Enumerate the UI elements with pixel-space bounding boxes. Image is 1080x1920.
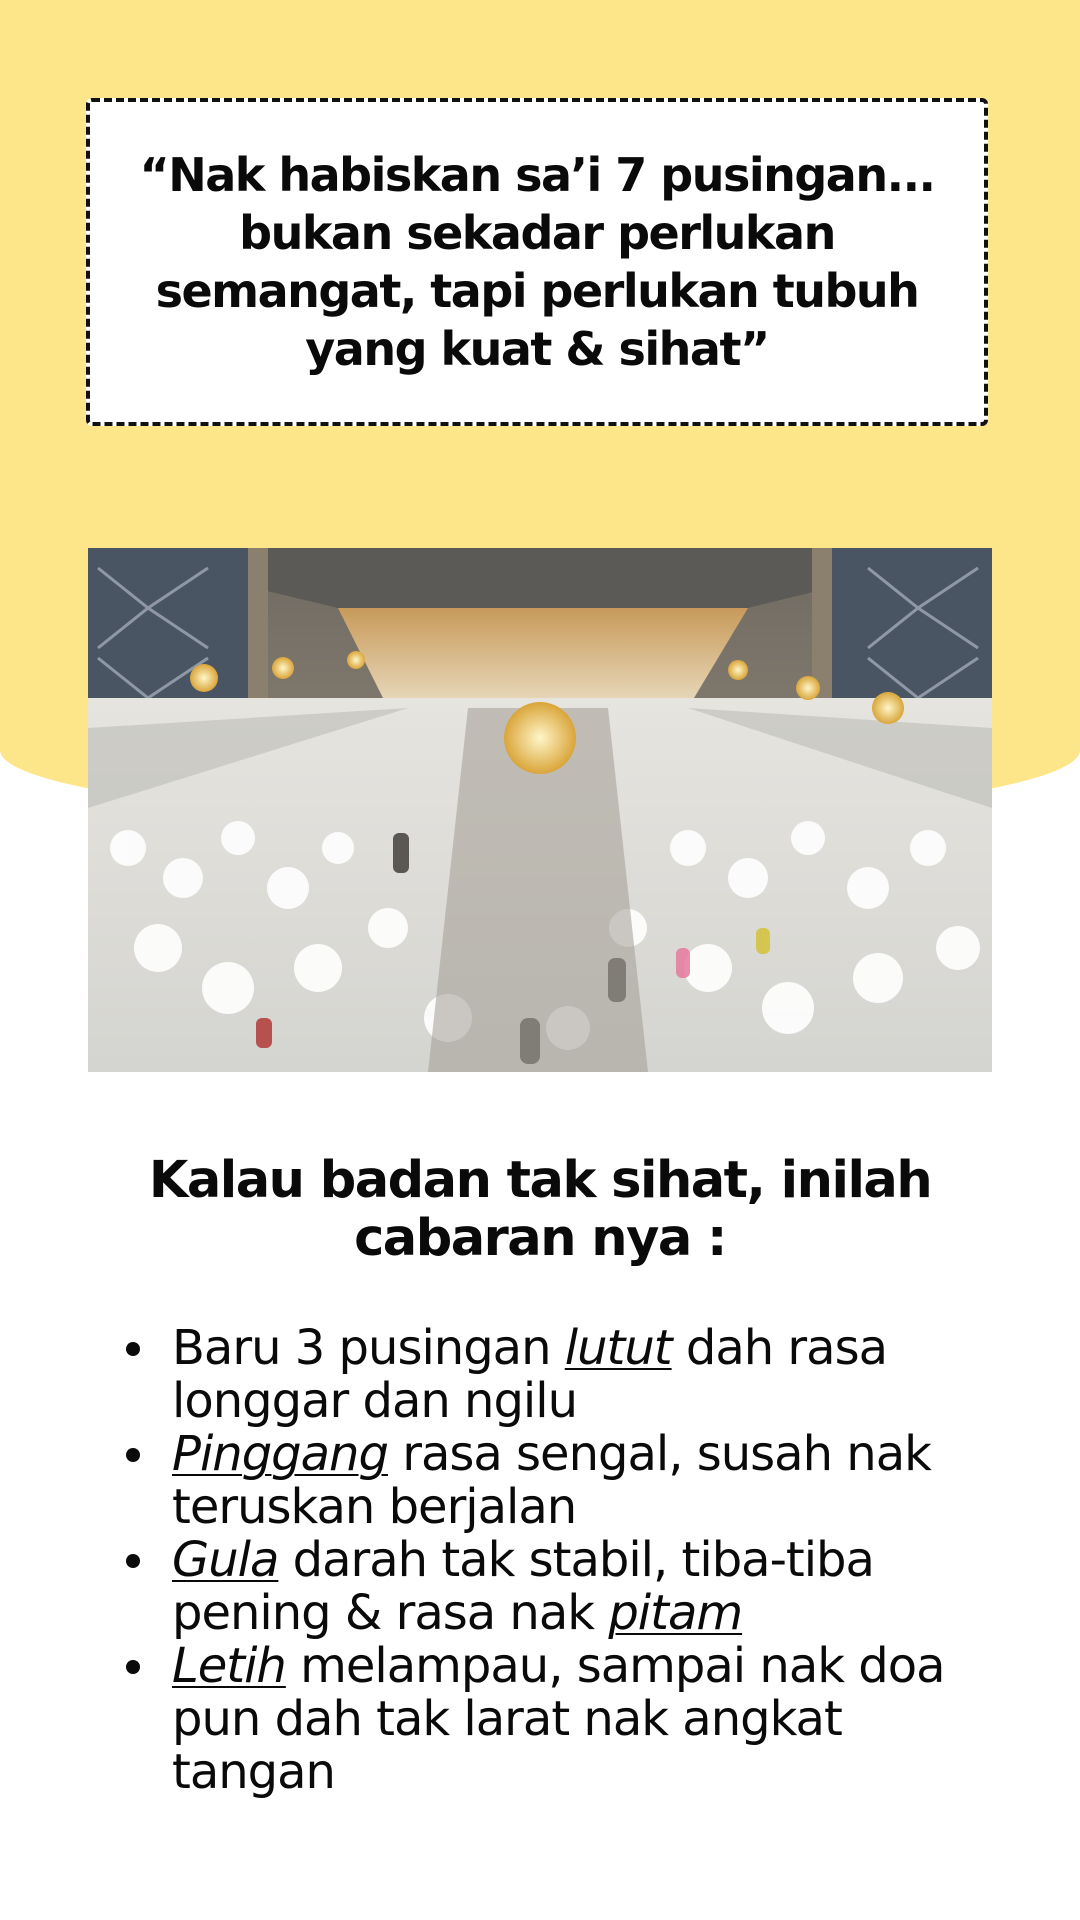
- challenge-item: Gula darah tak stabil, tiba-tiba pening & rasa nak pitam: [126, 1534, 1016, 1640]
- challenge-item: Letih melampau, sampai nak doa pun dah tak larat nak angkat tangan: [126, 1640, 1016, 1799]
- challenge-item: Pinggang rasa sengal, susah nak teruskan berjalan: [126, 1428, 1016, 1534]
- quote-box: [86, 98, 988, 426]
- challenges-heading: Kalau badan tak sihat, inilah cabaran nya :: [148, 1151, 932, 1268]
- bullet-icon: [126, 1554, 140, 1568]
- challenge-item: Baru 3 pusingan lutut dah rasa longgar dan ngilu: [126, 1322, 1016, 1428]
- challenge-list: [126, 1322, 1016, 1799]
- bullet-icon: [126, 1660, 140, 1674]
- quote-text: “Nak habiskan sa’i 7 pusingan... bukan sekadar perlukan semangat, tapi perlukan tubuh yang kuat & sihat”: [139, 148, 935, 376]
- pilgrims-sai-photo: [88, 548, 992, 1072]
- bullet-icon: [126, 1448, 140, 1462]
- bullet-icon: [126, 1342, 140, 1356]
